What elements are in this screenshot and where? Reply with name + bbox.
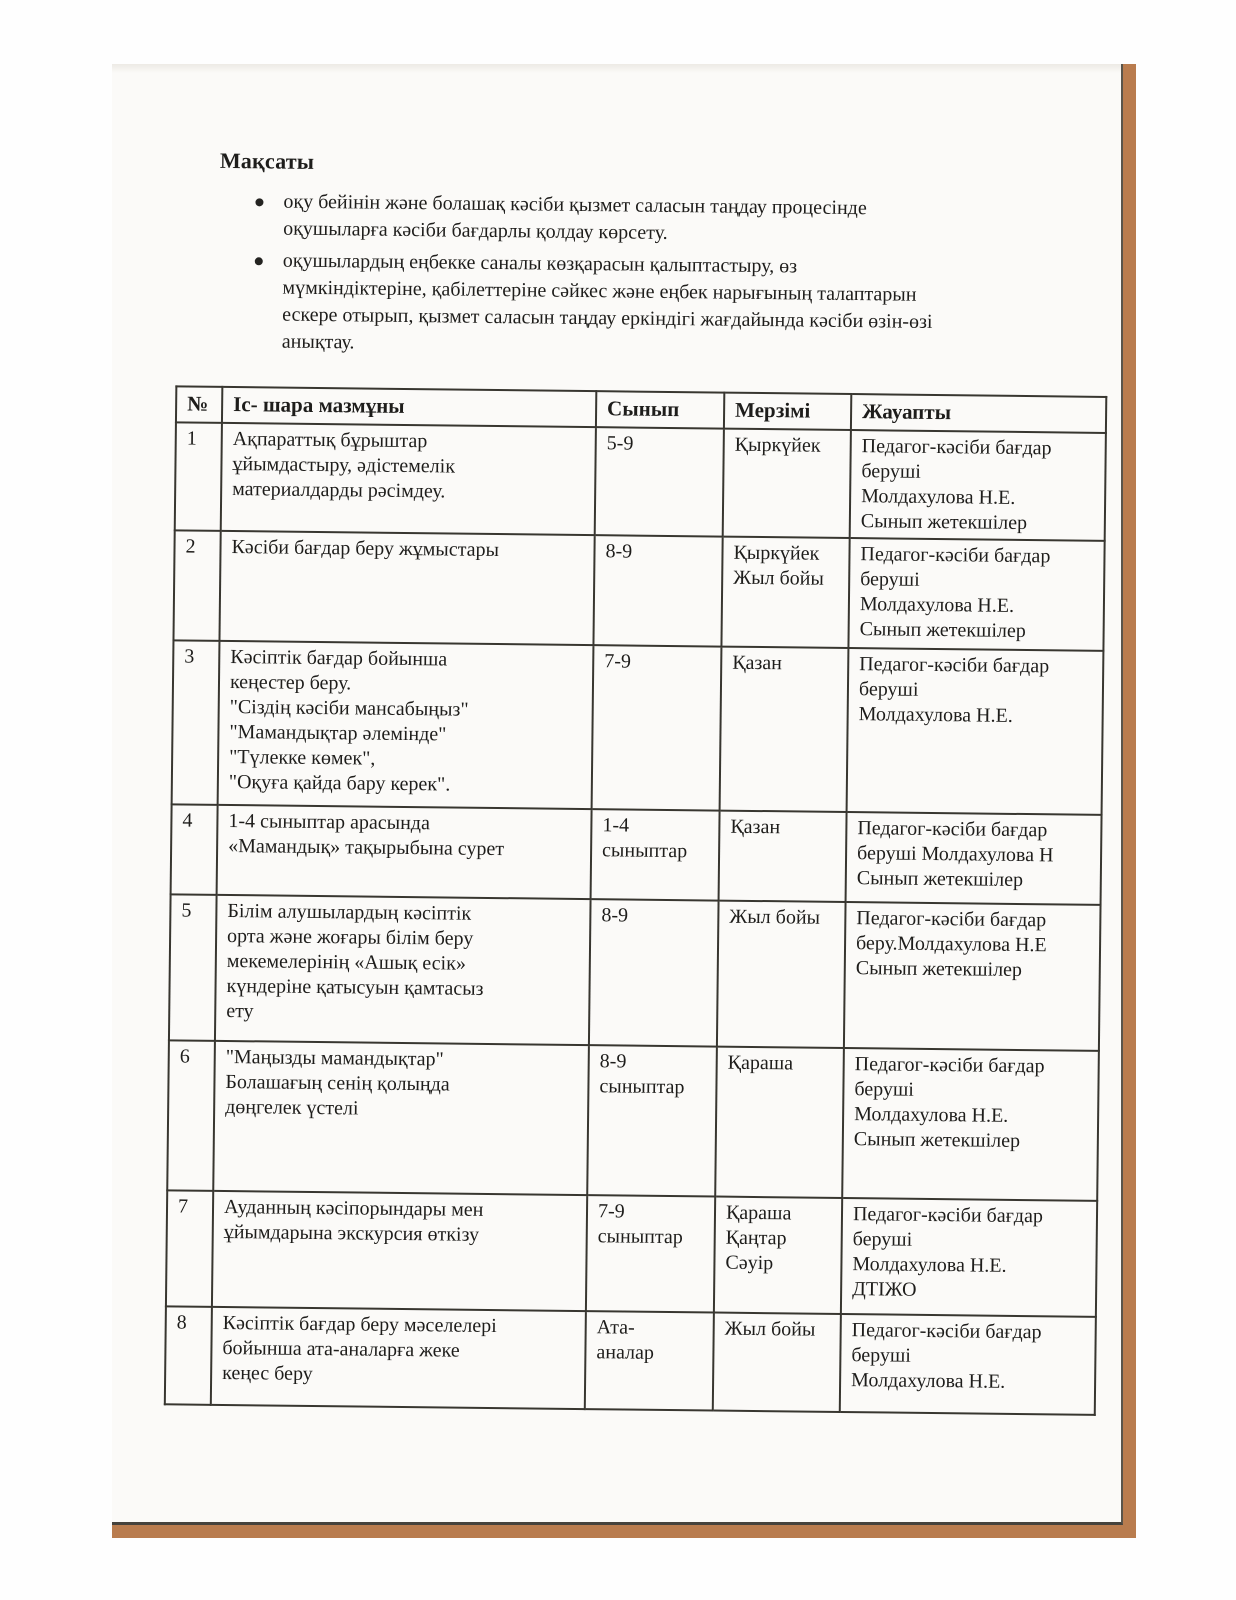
table-row [165, 1306, 1096, 1415]
table-row [171, 804, 1102, 905]
activity-table [164, 385, 1108, 1416]
table-row [173, 530, 1104, 651]
cell-term: Қазан [719, 811, 847, 902]
table-row [166, 1190, 1097, 1317]
cell-content: Ақпараттық бұрыштар ұйымдастыру, әдістемелік материалдарды рәсімдеу. [221, 423, 596, 535]
cell-class: 7-9 [592, 645, 722, 810]
goals-list [246, 188, 1060, 369]
goal-heading: Мақсаты [219, 147, 315, 174]
cell-content: "Маңызды мамандықтар" Болашағың сенің қолыңда дөңгелек үстелі [213, 1041, 589, 1195]
header-content: Іс- шара мазмұны [222, 387, 596, 427]
cell-term: Қазан [720, 647, 849, 812]
table-row [167, 1040, 1099, 1201]
cell-term: Жыл бойы [713, 1313, 841, 1412]
cell-number: 6 [167, 1040, 215, 1191]
document-content [112, 64, 1123, 1525]
cell-class: Ата- аналар [585, 1311, 714, 1410]
cell-term: Қараша [715, 1047, 844, 1198]
cell-responsible: Педагог-кәсіби бағдар беруші Молдахулова Н.Е. Сынып жетекшілер [848, 538, 1104, 651]
cell-term: Жыл бойы [717, 901, 846, 1048]
cell-responsible: Педагог-кәсіби бағдар беруші Молдахулова Н.Е. ДТІЖО [841, 1198, 1097, 1317]
goal-item: оқушылардың еңбекке саналы көзқарасын қалыптастыру, өз мүмкіндіктеріне, қабілеттеріне сәйкес және еңбек нарығының талаптарын ескере отырып, қызмет саласын таңдау еркіндігі жағдайында кәсіби өзін-өзі анықтау. [246, 247, 1059, 364]
cell-number: 5 [169, 894, 217, 1041]
cell-number: 7 [166, 1190, 213, 1307]
cell-content: Ауданның кәсіпорындары мен ұйымдарына экскурсия өткізу [212, 1191, 587, 1311]
header-class: Сынып [596, 391, 724, 428]
cell-number: 2 [173, 530, 220, 641]
cell-responsible: Педагог-кәсіби бағдар беруші Молдахулова Н.Е. [840, 1314, 1096, 1415]
cell-class: 8-9 сыныптар [587, 1045, 717, 1196]
cell-number: 3 [172, 640, 220, 805]
table-row [175, 422, 1106, 541]
cell-responsible: Педагог-кәсіби бағдар беруші Молдахулова Н.Е. [847, 648, 1104, 815]
cell-content: Кәсіби бағдар беру жұмыстары [219, 531, 594, 645]
cell-number: 8 [165, 1306, 212, 1405]
cell-class: 8-9 [593, 535, 722, 646]
cell-class: 5-9 [595, 427, 724, 536]
document-photo [112, 64, 1136, 1538]
header-term: Мерзімі [724, 393, 851, 430]
cell-class: 8-9 [589, 899, 719, 1046]
header-number: № [176, 386, 222, 423]
document-paper [112, 64, 1123, 1525]
goal-item: оқу бейінін және болашақ кәсіби қызмет саласын таңдау процесінде оқушыларға кәсіби бағдарлы қолдау көрсету. [247, 188, 1060, 251]
cell-responsible: Педагог-кәсіби бағдар беруші Молдахулова Н.Е. Сынып жетекшілер [850, 430, 1106, 541]
cell-term: Қыркүйек Жыл бойы [721, 537, 849, 648]
cell-content: Білім алушылардың кәсіптік орта және жоғары білім беру мекемелерінің «Ашық есік» күндеріне қатысуын қамтасыз ету [215, 895, 591, 1045]
cell-number: 4 [171, 804, 218, 895]
cell-content: 1-4 сыныптар арасында «Мамандық» тақырыбына сурет [217, 805, 592, 899]
cell-content: Кәсіптік бағдар беру мәселелері бойынша ата-аналарға жеке кеңес беру [211, 1307, 586, 1409]
header-responsible: Жауапты [851, 394, 1106, 433]
cell-content: Кәсіптік бағдар бойынша кеңестер беру. "Сіздің кәсіби мансабыңыз" "Мамандықтар әлемінде" "Түлекке көмек", "Оқуға қайда бару керек". [218, 641, 594, 809]
cell-class: 7-9 сыныптар [586, 1195, 715, 1312]
table-row [169, 894, 1101, 1051]
cell-term: Қараша Қаңтар Сәуір [714, 1197, 842, 1314]
cell-term: Қыркүйек [723, 429, 851, 538]
cell-responsible: Педагог-кәсіби бағдар беруші Молдахулова Н.Е. Сынып жетекшілер [842, 1048, 1099, 1201]
cell-number: 1 [175, 422, 222, 531]
cell-responsible: Педагог-кәсіби бағдар беру.Молдахулова Н.Е Сынып жетекшілер [844, 902, 1101, 1051]
table-row [172, 640, 1104, 815]
cell-class: 1-4 сыныптар [591, 809, 720, 900]
cell-responsible: Педагог-кәсіби бағдар беруші Молдахулова Н Сынып жетекшілер [846, 812, 1102, 905]
